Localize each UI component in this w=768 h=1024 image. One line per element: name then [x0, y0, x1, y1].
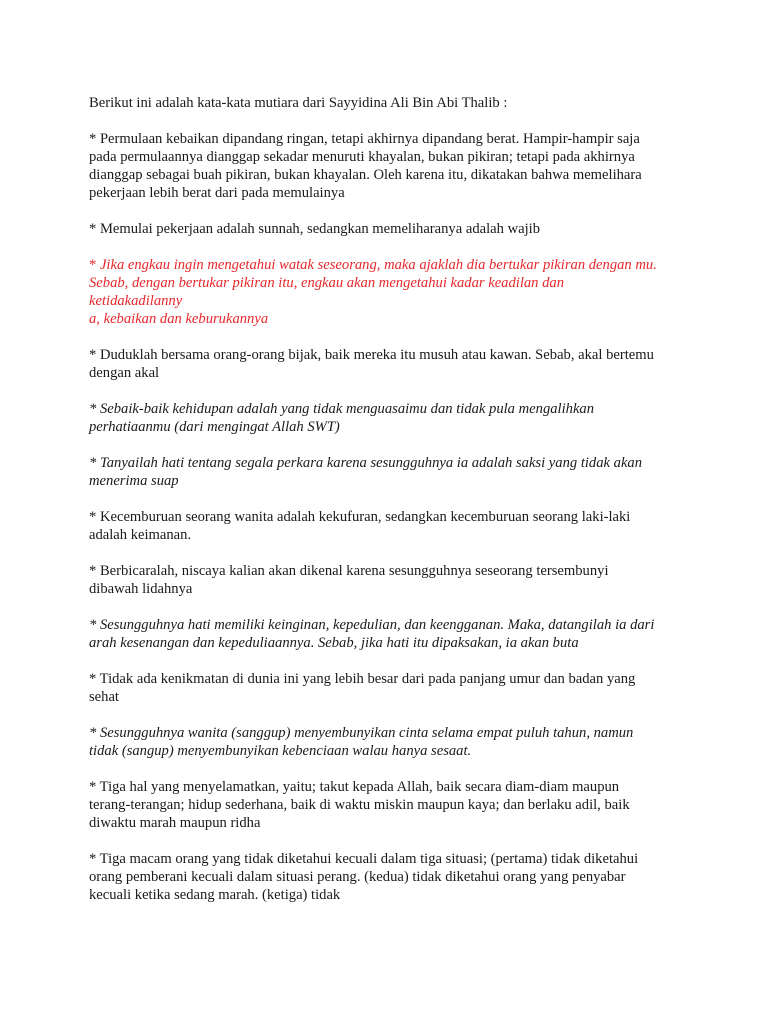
quote-paragraph-2: * Memulai pekerjaan adalah sunnah, sedangkan memeliharanya adalah wajib — [89, 221, 541, 237]
quote-paragraph-7: * Kecemburuan seorang wanita adalah kekufuran, sedangkan kecemburuan seorang laki-laki adalah keimanan. — [89, 509, 631, 543]
quote-paragraph-4: * Duduklah bersama orang-orang bijak, baik mereka itu musuh atau kawan. Sebab, akal bertemu dengan akal — [89, 347, 654, 381]
quote-paragraph-8: * Berbicaralah, niscaya kalian akan dikenal karena sesungguhnya seseorang tersembunyi dibawah lidahnya — [89, 563, 609, 597]
quote-paragraph-10: * Tidak ada kenikmatan di dunia ini yang lebih besar dari pada panjang umur dan badan yang sehat — [89, 671, 636, 705]
quote-paragraph-12: * Tiga hal yang menyelamatkan, yaitu; takut kepada Allah, baik secara diam-diam maupun terang-terangan; hidup sederhana, baik di waktu miskin maupun kaya; dan berlaku adil, baik diwaktu marah maupun ridha — [89, 779, 630, 831]
document-page — [89, 94, 689, 922]
highlighted-quote-text: Jika engkau ingin mengetahui watak seseorang, maka ajaklah dia bertukar pikiran dengan mu. Sebab, dengan bertukar pikiran itu, engkau akan mengetahui kadar keadilan dan ketidakadilanny a, kebaikan dan keburukannya — [89, 257, 657, 327]
quote-paragraph-11: * Sesungguhnya wanita (sanggup) menyembunyikan cinta selama empat puluh tahun, namun tidak (sangup) menyembunyikan kebenciaan walau hanya sesaat. — [89, 725, 634, 759]
quote-paragraph-1: * Permulaan kebaikan dipandang ringan, tetapi akhirnya dipandang berat. Hampir-hampir saja pada permulaannya dianggap sekadar menuruti khayalan, bukan pikiran; tetapi pada akhirnya dianggap sebagai buah pikiran, bukan khayalan. Oleh karena itu, dikatakan bahwa memelihara pekerjaan lebih berat dari pada memulainya — [89, 131, 642, 201]
quote-paragraph-9: * Sesungguhnya hati memiliki keinginan, kepedulian, dan keengganan. Maka, datangilah ia dari arah kesenangan dan kepeduliaannya. Sebab, jika hati itu dipaksakan, ia akan buta — [89, 617, 655, 651]
quote-paragraph-3 — [89, 256, 689, 328]
intro-line: Berikut ini adalah kata-kata mutiara dari Sayyidina Ali Bin Abi Thalib : — [89, 95, 508, 111]
bullet-star: * — [89, 257, 100, 273]
quote-paragraph-6: * Tanyailah hati tentang segala perkara karena sesungguhnya ia adalah saksi yang tidak akan menerima suap — [89, 455, 643, 489]
quote-paragraph-5: * Sebaik-baik kehidupan adalah yang tidak menguasaimu dan tidak pula mengalihkan perhatiaanmu (dari mengingat Allah SWT) — [89, 401, 595, 435]
quote-paragraph-13: * Tiga macam orang yang tidak diketahui kecuali dalam tiga situasi; (pertama) tidak diketahui orang pemberani kecuali dalam situasi perang. (kedua) tidak diketahui orang yang penyabar kecuali ketika sedang marah. (ketiga) tidak — [89, 851, 639, 903]
